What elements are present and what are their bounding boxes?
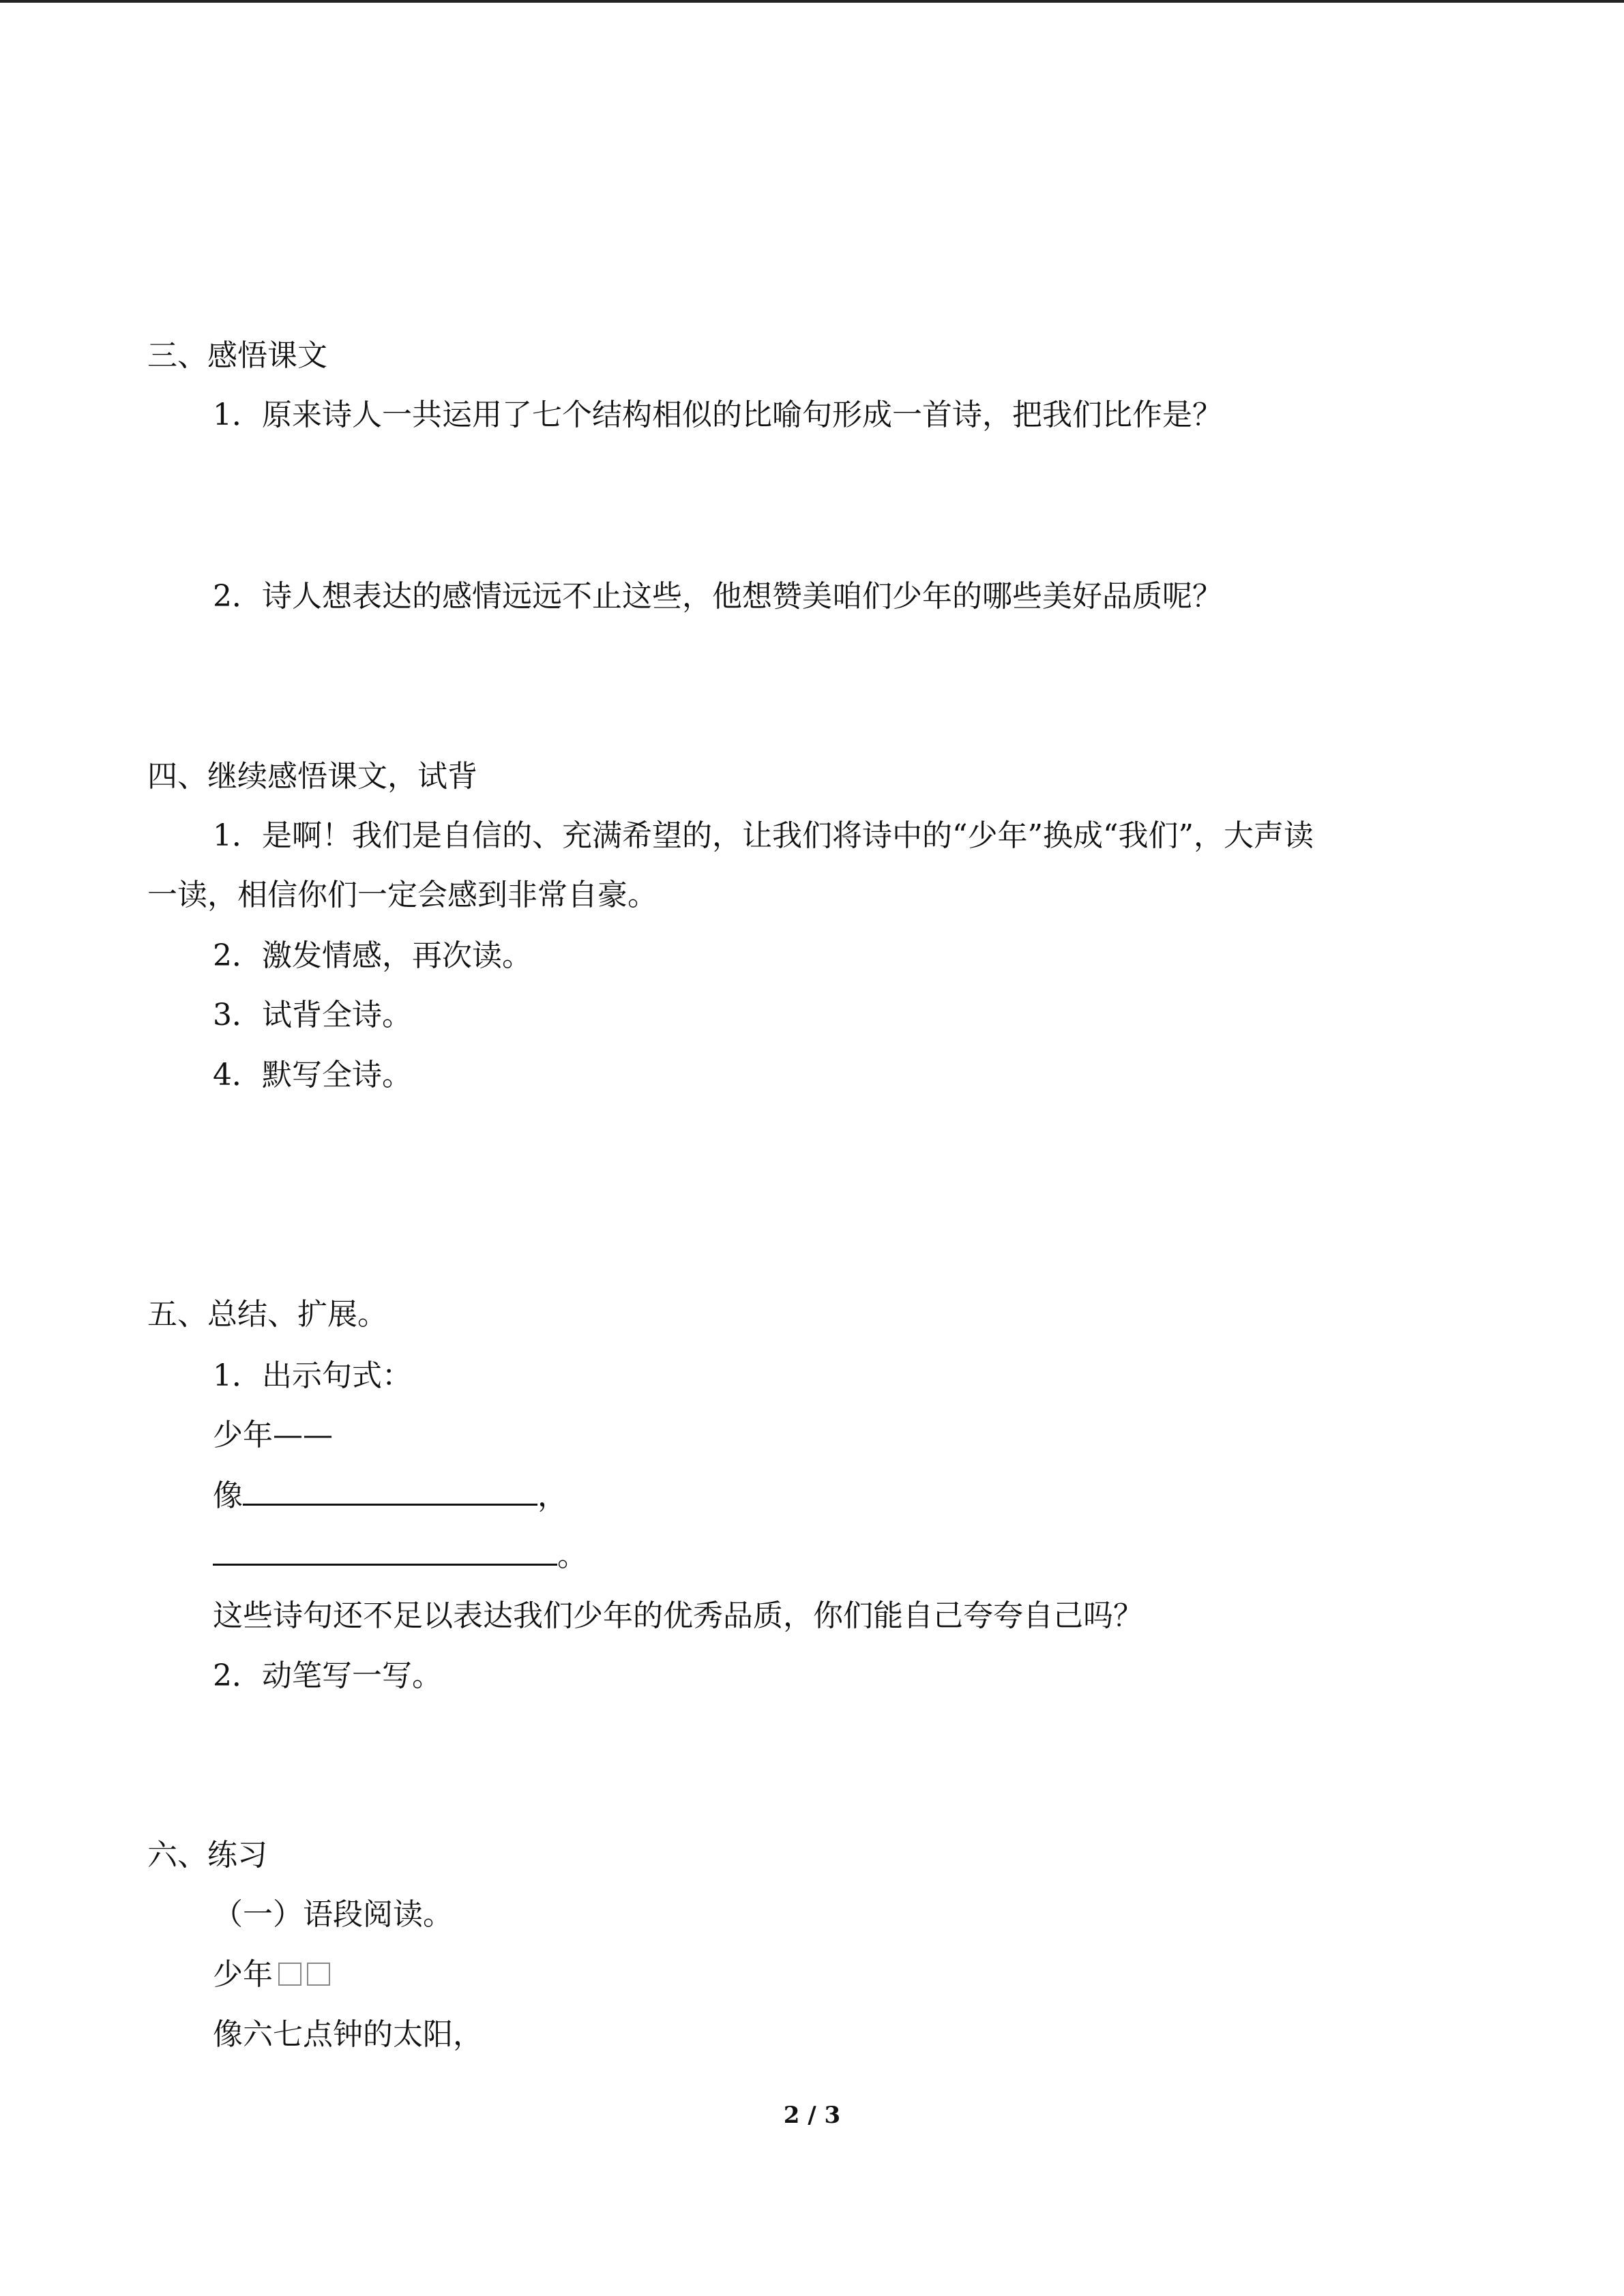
section-5-title: 五、总结、扩展。 xyxy=(147,1297,387,1332)
fill-in-blank-1[interactable] xyxy=(243,1476,537,1506)
pattern-line-2 xyxy=(213,1476,567,1515)
pattern-line-1: 少年—— xyxy=(213,1418,333,1452)
section-5-question-1: 1．出示句式： xyxy=(213,1358,412,1393)
section-3-question-1: 1．原来诗人一共运用了七个结构相似的比喻句形成一首诗，把我们比作是？ xyxy=(213,398,1222,432)
pattern-line-2-suffix: ， xyxy=(537,1478,567,1513)
empty-box-1[interactable] xyxy=(278,1963,301,1986)
section-4-question-2: 2．激发情感，再次读。 xyxy=(213,938,532,973)
empty-box-2[interactable] xyxy=(307,1963,330,1986)
poem-line-2: 像六七点钟的太阳， xyxy=(213,2017,483,2052)
section-6-subsection-1: （一）语段阅读。 xyxy=(213,1897,453,1932)
poem-line-1-text: 少年 xyxy=(213,1957,273,1992)
section-4-title: 四、继续感悟课文，试背 xyxy=(147,759,477,794)
section-6-title: 六、练习 xyxy=(147,1838,267,1873)
pattern-line-2-prefix: 像 xyxy=(213,1478,243,1513)
page-number: 2 / 3 xyxy=(783,2102,841,2129)
section-4-question-1-line-2: 一读，相信你们一定会感到非常自豪。 xyxy=(147,878,658,912)
section-3-question-2: 2．诗人想表达的感情远远不止这些，他想赞美咱们少年的哪些美好品质呢？ xyxy=(213,579,1222,614)
fill-in-blank-2[interactable] xyxy=(213,1536,557,1566)
section-4-question-1-line-1: 1．是啊！我们是自信的、充满希望的，让我们将诗中的“少年”换成“我们”，大声读 xyxy=(213,818,1314,853)
section-3-title: 三、感悟课文 xyxy=(147,338,327,373)
section-4-question-4: 4．默写全诗。 xyxy=(213,1058,412,1092)
pattern-line-3-suffix: 。 xyxy=(557,1538,587,1573)
section-5-question-2: 2．动笔写一写。 xyxy=(213,1658,442,1693)
section-5-prompt: 这些诗句还不足以表达我们少年的优秀品质，你们能自己夸夸自己吗？ xyxy=(213,1598,1143,1633)
pattern-line-3 xyxy=(213,1536,587,1575)
poem-line-1 xyxy=(213,1956,330,1994)
page-top-border xyxy=(0,0,1624,3)
section-4-question-3: 3．试背全诗。 xyxy=(213,998,412,1032)
